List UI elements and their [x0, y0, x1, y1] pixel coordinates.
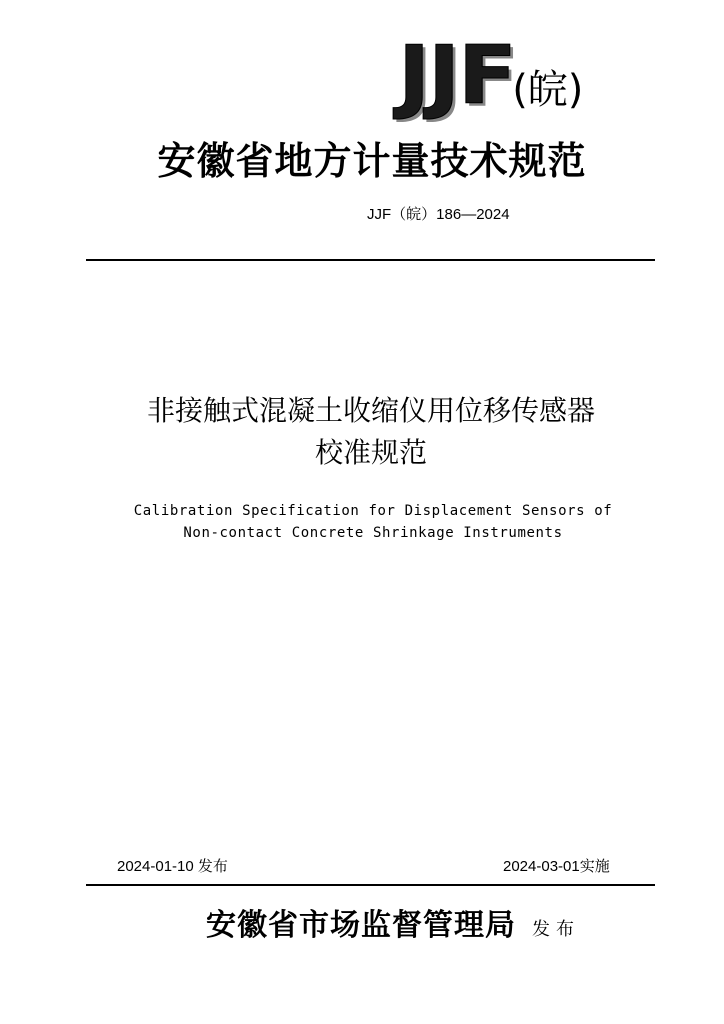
publisher-action: 发布 [532, 919, 580, 940]
publisher-name: 安徽省市场监督管理局 [206, 908, 516, 943]
effective-date: 2024-03-01实施 [503, 858, 610, 875]
bottom-divider [86, 884, 655, 886]
logo-mark: JJF [398, 29, 515, 122]
chinese-title-line-2: 校准规范 [314, 436, 427, 469]
english-title-line-1: Calibration Specification for Displacement Sensors of [133, 503, 613, 519]
top-divider [86, 259, 655, 261]
publisher-block [206, 906, 580, 946]
organization-title: 安徽省地方计量技术规范 [157, 138, 587, 183]
chinese-title [0, 390, 724, 474]
jjf-logo [398, 29, 584, 122]
english-title [0, 500, 724, 544]
logo-suffix: (皖) [512, 67, 584, 113]
english-title-line-2: Non-contact Concrete Shrinkage Instruments [183, 525, 563, 541]
chinese-title-line-1: 非接触式混凝土收缩仪用位移传感器 [146, 394, 595, 427]
issue-date: 2024-01-10 发布 [117, 858, 228, 875]
standard-number: JJF（皖）186—2024 [367, 206, 510, 223]
